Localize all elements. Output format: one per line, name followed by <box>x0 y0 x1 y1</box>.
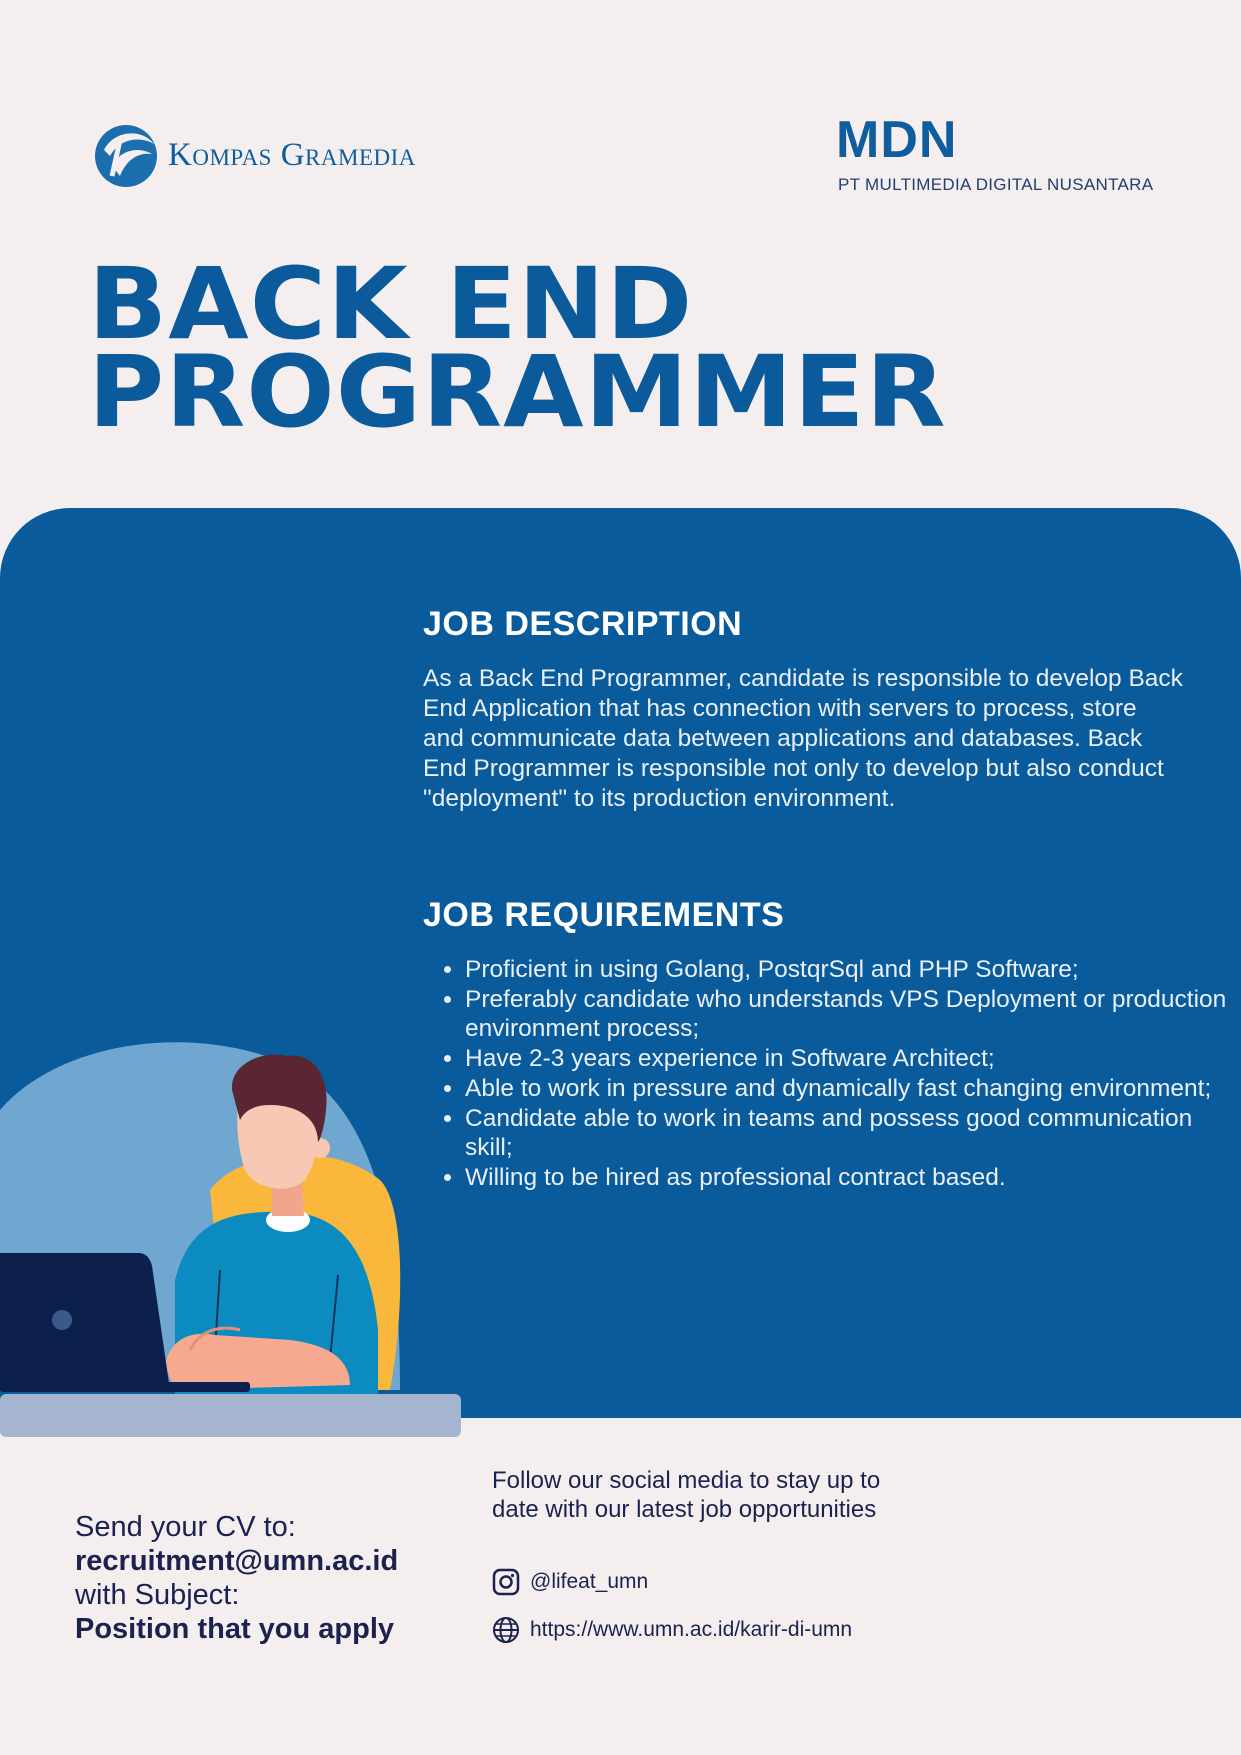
job-title <box>88 245 947 450</box>
mdn-logo-title: MDN <box>836 111 958 169</box>
job-description-text: As a Back End Programmer, candidate is responsible to develop Back End Application that has connection with servers to process, store and communicate data between applications and databases. Back End Programmer is responsible not only to develop but also conduct "deployment" to its production environment. <box>423 665 1183 812</box>
follow-social-text: Follow our social media to stay up to date with our latest job opportunities <box>492 1467 881 1523</box>
requirement-item: • Preferably candidate who understands VPS Deployment or production environment process; <box>465 985 1241 1044</box>
kompas-gramedia-emblem-icon <box>90 120 162 192</box>
with-subject-label: with Subject: <box>75 1579 240 1611</box>
kompas-gramedia-wordmark: Kompas Gramedia <box>168 137 416 173</box>
job-title-line-2: PROGRAMMER <box>88 333 947 450</box>
send-cv-label: Send your CV to: <box>75 1511 296 1543</box>
globe-icon <box>492 1616 520 1644</box>
instagram-icon <box>492 1568 520 1596</box>
mdn-logo-subtitle: PT MULTIMEDIA DIGITAL NUSANTARA <box>838 175 1154 194</box>
job-title-line-1: BACK END <box>88 245 694 362</box>
requirement-item: • Proficient in using Golang, PostqrSql and PHP Software; <box>465 955 1241 985</box>
job-description-heading: JOB DESCRIPTION <box>423 605 743 643</box>
website-row[interactable] <box>492 1616 852 1644</box>
requirement-item: • Have 2-3 years experience in Software Architect; <box>465 1044 1241 1074</box>
website-link[interactable]: https://www.umn.ac.id/karir-di-umn <box>530 1618 853 1641</box>
job-requirements-list <box>423 955 1241 1193</box>
job-requirements-heading: JOB REQUIREMENTS <box>423 896 785 934</box>
instagram-handle[interactable]: @lifeat_umn <box>530 1570 649 1593</box>
subject-text: Position that you apply <box>75 1613 395 1645</box>
requirement-item: • Candidate able to work in teams and possess good communication skill; <box>465 1104 1241 1163</box>
recruitment-email[interactable]: recruitment@umn.ac.id <box>75 1545 399 1577</box>
send-cv-block <box>75 1510 398 1646</box>
requirement-item: • Able to work in pressure and dynamically fast changing environment; <box>465 1074 1241 1104</box>
instagram-row[interactable] <box>492 1568 648 1596</box>
requirement-item: • Willing to be hired as professional contract based. <box>465 1163 1241 1193</box>
programmer-illustration <box>0 1030 470 1440</box>
